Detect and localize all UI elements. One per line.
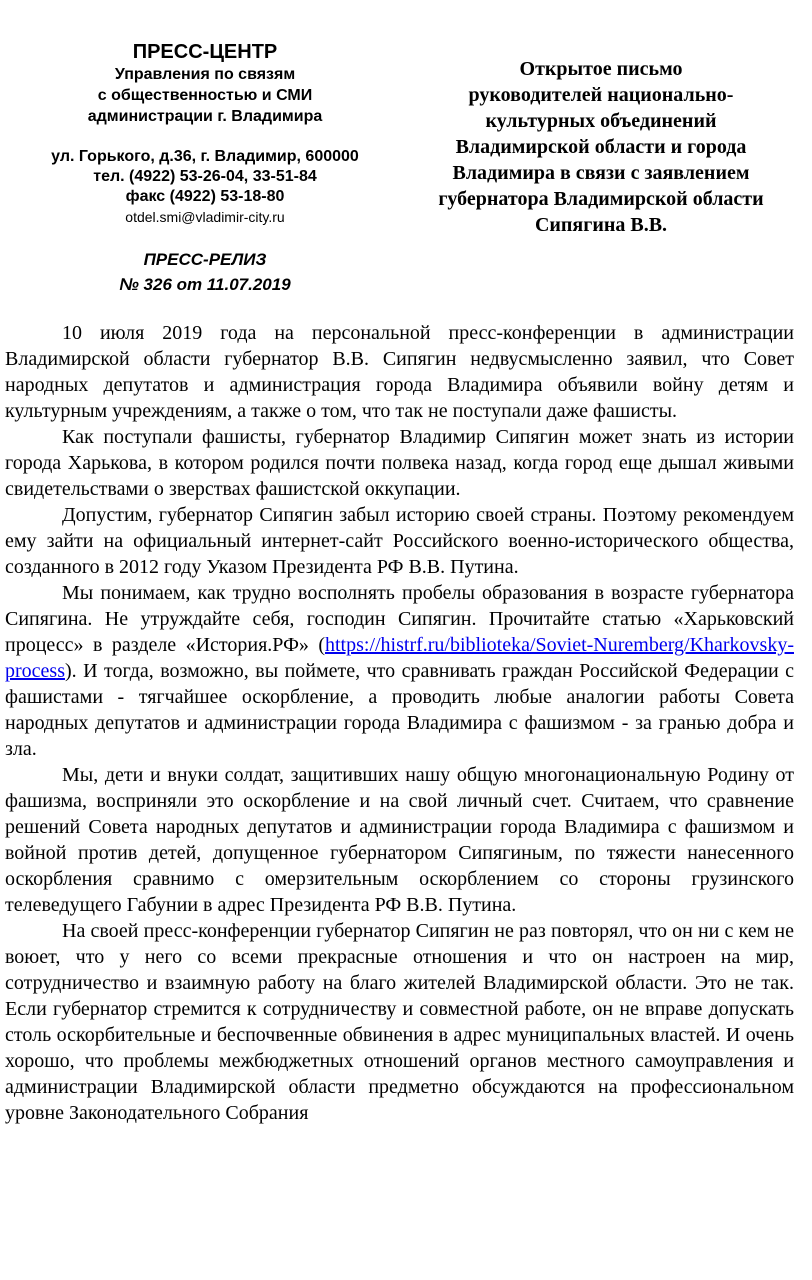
- paragraph-4-text-before: Мы понимаем, как трудно восполнять пробелы образования в возрасте губернатора Сипягина. Не утруждайте себя, господин Сипягин. Прочитайте статью «Харьковский процесс» в разделе «История.РФ» (: [5, 582, 794, 656]
- letter-title-line: Владимира в связи с заявлением: [452, 162, 750, 184]
- paragraph-4: [5, 580, 794, 762]
- email: otdel.smi@vladimir-city.ru: [125, 209, 285, 225]
- address: ул. Горького, д.36, г. Владимир, 600000: [51, 148, 359, 165]
- org-line: администрации г. Владимира: [87, 108, 323, 125]
- paragraph-6: На своей пресс-конференции губернатор Сипягин не раз повторял, что он ни с кем не воюет, что у него со всеми прекрасные отношения и что он настроен на мир, сотрудничество и взаимную работу на благо жителей Владимирской области. Это не так. Если губернатор стремится к сотрудничеству и совместной работе, он не вправе допускать столь оскорбительные и беспочвенные обвинения в адрес муниципальных властей. И очень хорошо, что проблемы межбюджетных отношений органов местного самоуправления и администрации Владимирской области предметно обсуждаются на профессиональном уровне Законодательного Собрания: [5, 920, 794, 1124]
- histrf-link[interactable]: https://histrf.ru/biblioteka/Soviet-Nuremberg/Kharkovsky-process: [5, 634, 794, 682]
- org-line: с общественностью и СМИ: [97, 87, 313, 104]
- release-label: ПРЕСС-РЕЛИЗ: [143, 250, 267, 269]
- letter-body: [5, 320, 794, 1126]
- org-title: ПРЕСС-ЦЕНТР: [132, 41, 278, 63]
- letter-title-line: культурных объединений: [485, 110, 717, 132]
- paragraph-1: 10 июля 2019 года на персональной пресс-конференции в администрации Владимирской области губернатор В.В. Сипягин недвусмысленно заявил, что Совет народных депутатов и администрация города Владимира объявили войну детям и культурным учреждениям, а также о том, что так не поступали даже фашисты.: [5, 322, 794, 422]
- paragraph-5: Мы, дети и внуки солдат, защитивших нашу общую многонациональную Родину от фашизма, восприняли это оскорбление и на свой личный счет. Считаем, что сравнение решений Совета народных депутатов и администрации города Владимира с фашизмом и войной против детей, допущенное губернатором Сипягиным, по тяжести нанесенного оскорбления сравнимо с омерзительным оскорблением со стороны грузинского телеведущего Габунии в адрес Президента РФ В.В. Путина.: [5, 764, 794, 916]
- fax: факс (4922) 53-18-80: [125, 188, 285, 205]
- contact-block: [0, 147, 410, 227]
- letter-title-line: Владимирской области и города: [455, 136, 747, 158]
- release-block: [0, 247, 410, 297]
- org-line: Управления по связям: [114, 66, 296, 83]
- letter-title-line: руководителей национально-: [468, 84, 734, 106]
- letter-title: [406, 56, 796, 238]
- phone: тел. (4922) 53-26-04, 33-51-84: [93, 168, 317, 185]
- release-number: № 326 от 11.07.2019: [119, 275, 291, 294]
- paragraph-4-text-after: ). И тогда, возможно, вы поймете, что сравнивать граждан Российской Федерации с фашистами - тягчайшее оскорбление, а проводить любые аналогии работы Совета народных депутатов и администрации города Владимира с фашизмом - за гранью добра и зла.: [5, 660, 794, 760]
- press-center-header: [0, 40, 410, 297]
- letter-title-line: Открытое письмо: [519, 58, 683, 80]
- letter-title-line: губернатора Владимирской области: [438, 188, 764, 210]
- letter-title-line: Сипягина В.В.: [534, 214, 668, 236]
- paragraph-2: Как поступали фашисты, губернатор Владимир Сипягин может знать из истории города Харькова, в котором родился почти полвека назад, когда город еще дышал живыми свидетельствами о зверствах фашистской оккупации.: [5, 426, 794, 500]
- paragraph-3: Допустим, губернатор Сипягин забыл историю своей страны. Поэтому рекомендуем ему зайти на официальный интернет-сайт Российского военно-исторического общества, созданного в 2012 году Указом Президента РФ В.В. Путина.: [5, 504, 794, 578]
